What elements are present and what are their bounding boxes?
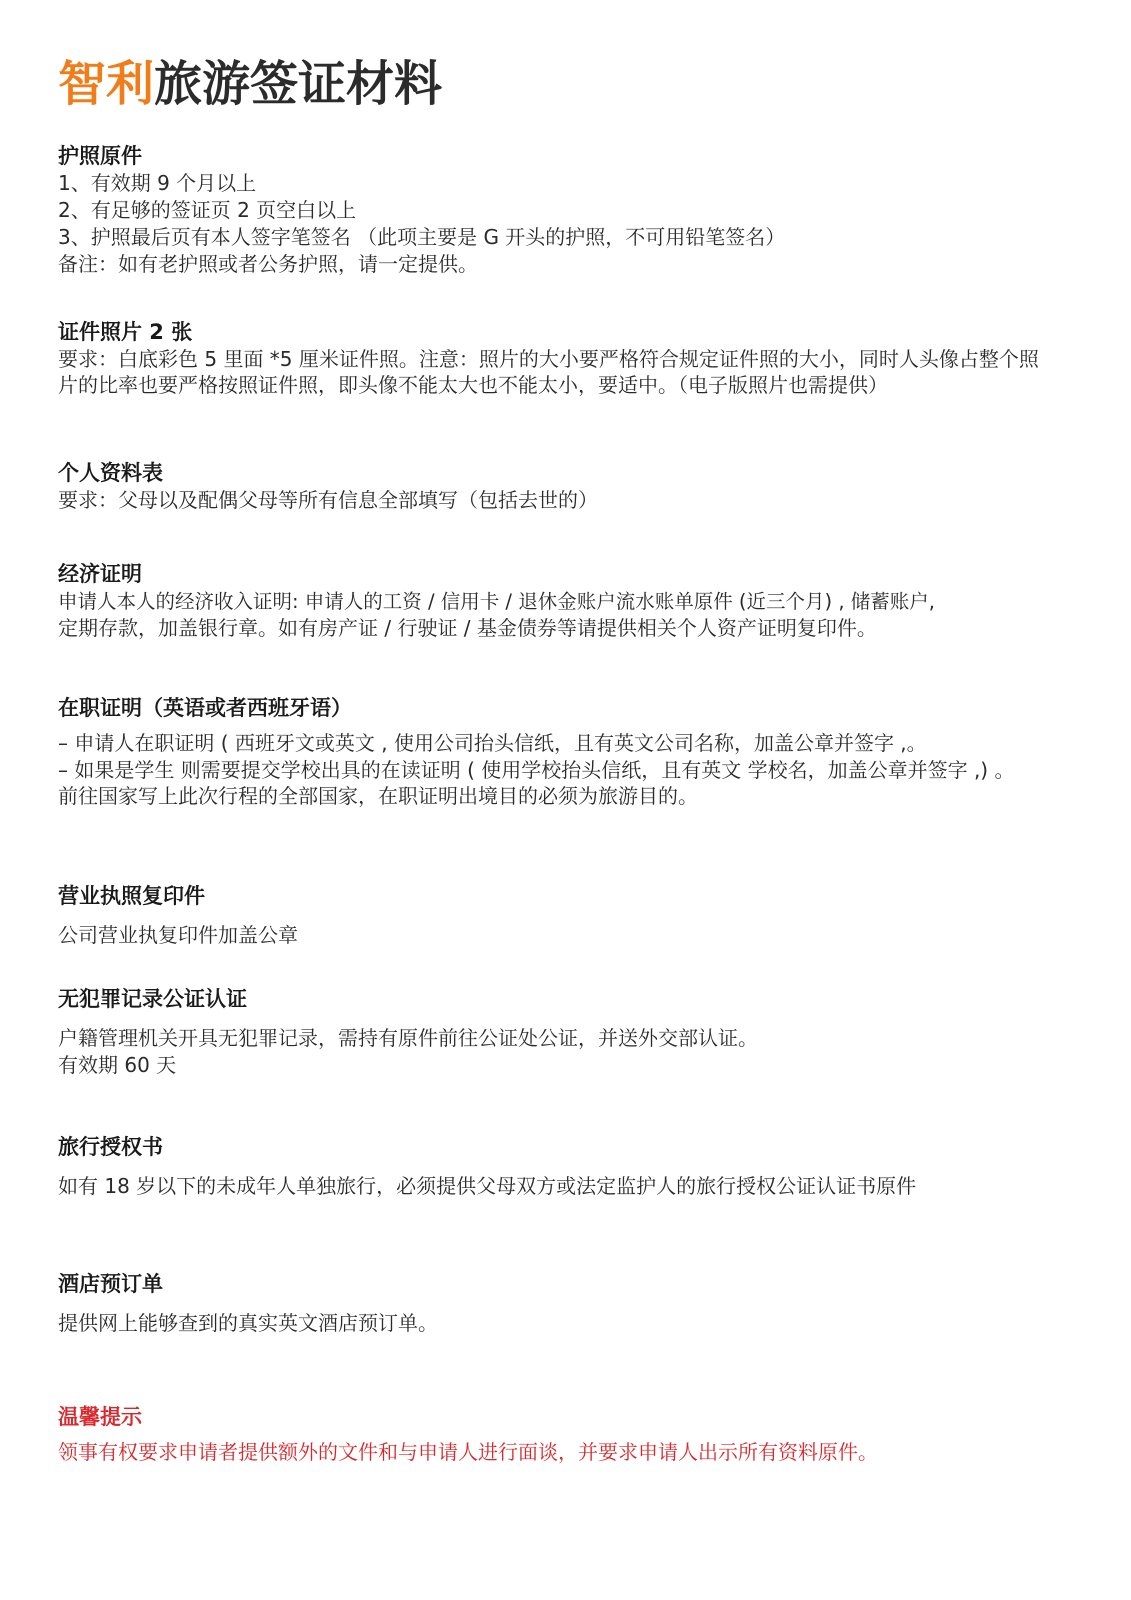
page-title [58,52,442,116]
section-line: 要求：父母以及配偶父母等所有信息全部填写（包括去世的） [58,488,598,512]
section-heading: 无犯罪记录公证认证 [58,987,247,1011]
section-line: 公司营业执复印件加盖公章 [58,923,298,947]
section-heading: 营业执照复印件 [58,884,205,908]
section-line: 3、护照最后页有本人签字笔签名 （此项主要是 G 开头的护照，不可用铅笔签名） [58,225,786,249]
title-accent: 智利 [58,56,155,112]
section-line: 提供网上能够查到的真实英文酒店预订单。 [58,1311,438,1335]
section-heading: 旅行授权书 [58,1135,163,1159]
section-photo [58,318,1058,398]
section-heading: 在职证明（英语或者西班牙语） [58,696,352,720]
section-heading: 酒店预订单 [58,1272,163,1296]
section-tips [58,1403,1058,1466]
section-personal-form [58,459,1058,514]
section-business-license [58,882,1058,949]
section-employment-proof [58,694,1058,810]
section-line: 前往国家写上此次行程的全部国家，在职证明出境目的必须为旅游目的。 [58,784,698,808]
section-line: 1、有效期 9 个月以上 [58,171,257,195]
section-hotel-booking [58,1270,1058,1337]
section-heading: 经济证明 [58,562,142,586]
section-heading: 个人资料表 [58,461,163,485]
title-rest: 旅游签证材料 [154,56,443,112]
section-line: 户籍管理机关开具无犯罪记录，需持有原件前往公证处公证，并送外交部认证。 [58,1026,758,1050]
section-line: 定期存款，加盖银行章。如有房产证 / 行驶证 / 基金债券等请提供相关个人资产证明复印件。 [58,616,877,640]
section-heading: 护照原件 [58,144,142,168]
section-paragraph: 要求：白底彩色 5 里面 *5 厘米证件照。注意：照片的大小要严格符合规定证件照的大小，同时人头像占整个照片的比率也要严格按照证件照，即头像不能太大也不能太小，要适中。（电子版照片也需提供） [58,347,1039,397]
section-line: – 申请人在职证明 ( 西班牙文或英文 , 使用公司抬头信纸，且有英文公司名称，加盖公章并签字 ,。 [58,731,927,755]
section-heading: 证件照片 2 张 [58,320,193,344]
section-financial-proof [58,560,1058,642]
section-passport [58,142,1058,278]
section-line: 2、有足够的签证页 2 页空白以上 [58,198,357,222]
section-line: 如有 18 岁以下的未成年人单独旅行，必须提供父母双方或法定监护人的旅行授权公证认证书原件 [58,1174,917,1198]
section-line: 申请人本人的经济收入证明: 申请人的工资 / 信用卡 / 退休金账户流水账单原件 (近三个月) , 储蓄账户, [58,590,935,613]
section-line: 备注：如有老护照或者公务护照，请一定提供。 [58,252,478,276]
section-line: – 如果是学生 则需要提交学校出具的在读证明 ( 使用学校抬头信纸，且有英文 学校名，加盖公章并签字 ,) 。 [58,758,1015,782]
section-line: 有效期 60 天 [58,1053,177,1077]
section-travel-authorization [58,1133,1058,1200]
tips-line: 领事有权要求申请者提供额外的文件和与申请人进行面谈，并要求申请人出示所有资料原件。 [58,1440,878,1464]
section-criminal-record [58,985,1058,1079]
tips-heading: 温馨提示 [58,1405,142,1429]
